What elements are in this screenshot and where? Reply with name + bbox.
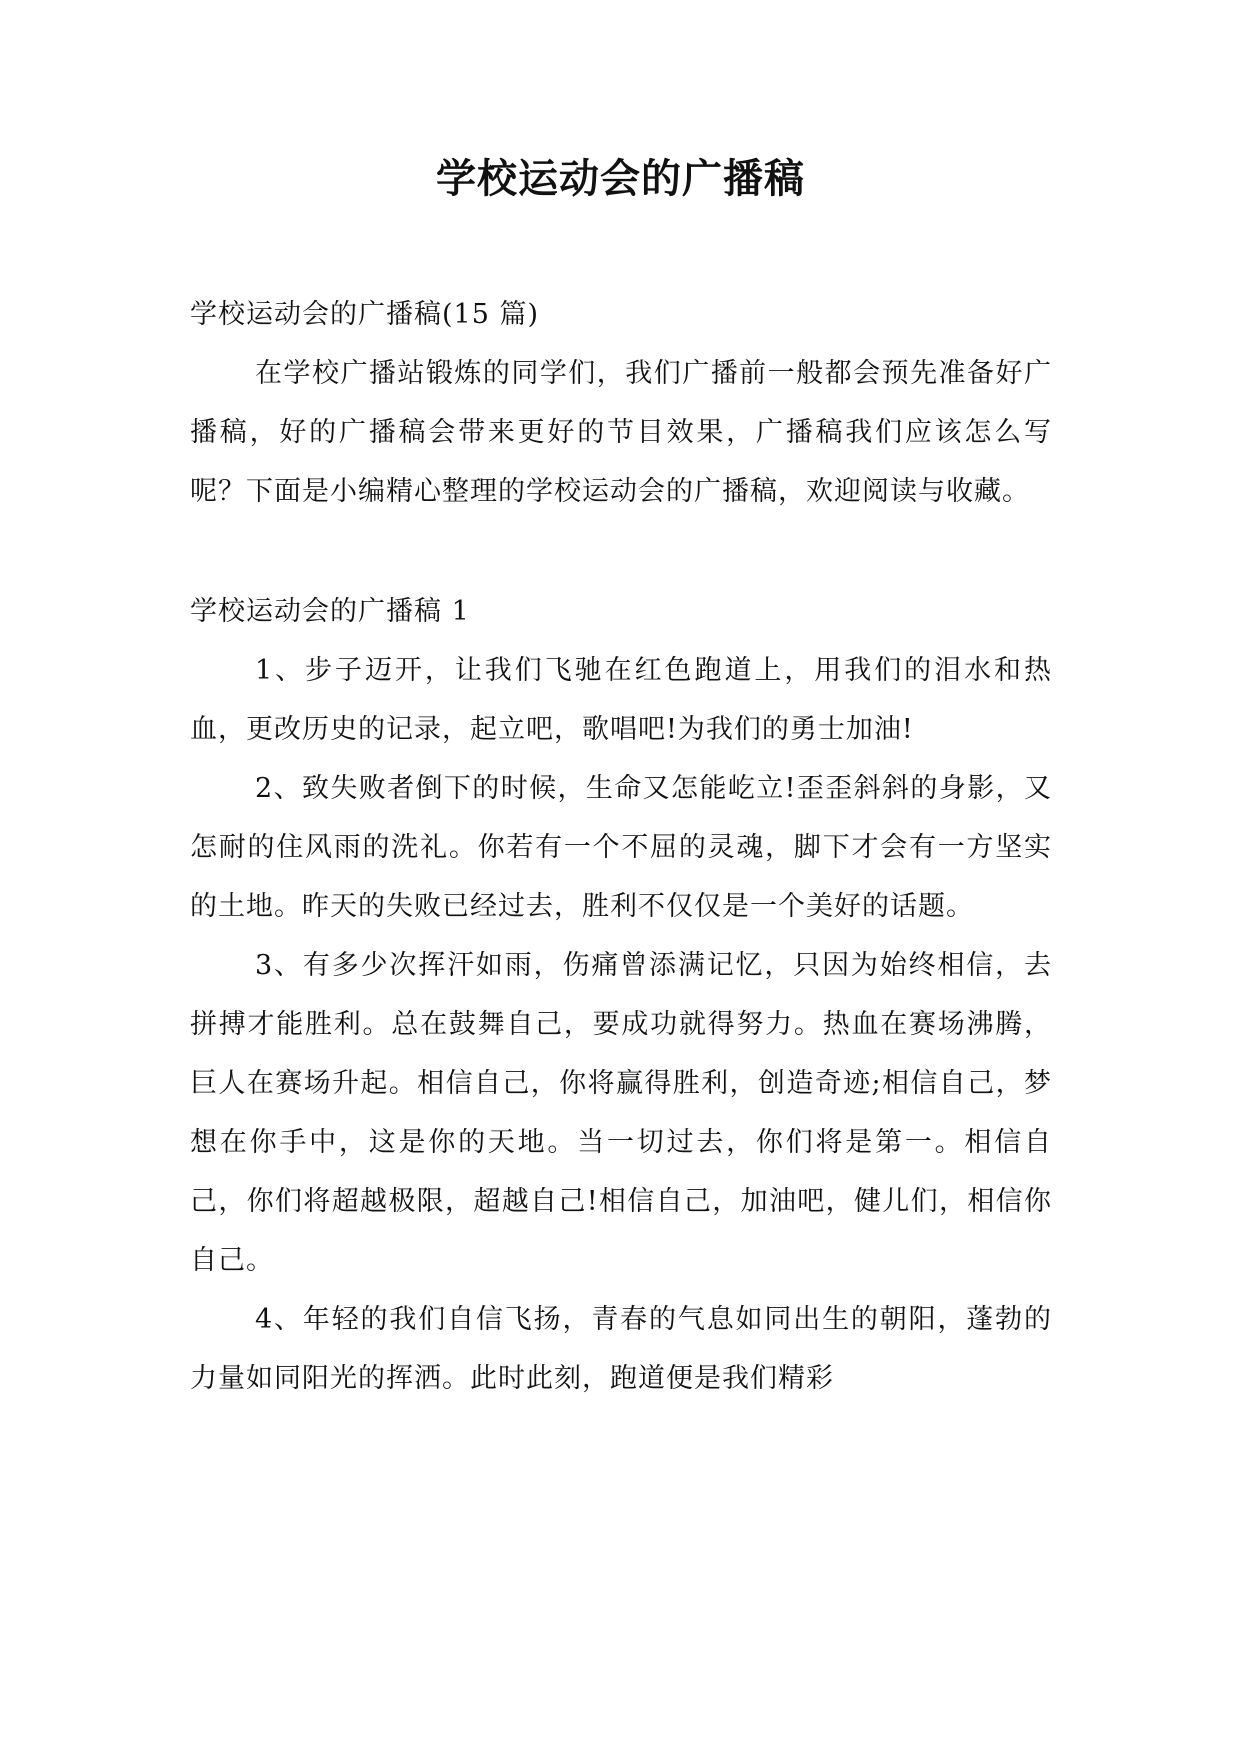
body-paragraph-3: 3、有多少次挥汗如雨，伤痛曾添满记忆，只因为始终相信，去拼搏才能胜利。总在鼓舞自己，要成功就得努力。热血在赛场沸腾，巨人在赛场升起。相信自己，你将赢得胜利，创造奇迹;相信自己，梦想在你手中，这是你的天地。当一切过去，你们将是第一。相信自己，你们将超越极限，超越自己!相信自己，加油吧，健儿们，相信你自己。 <box>190 950 1052 1276</box>
section-spacer <box>190 521 1052 582</box>
body-paragraph-4: 4、年轻的我们自信飞扬，青春的气息如同出生的朝阳，蓬勃的力量如同阳光的挥洒。此时此刻，跑道便是我们精彩 <box>190 1304 1052 1394</box>
document-body <box>190 285 1052 1408</box>
body-paragraph-2: 2、致失败者倒下的时候，生命又怎能屹立!歪歪斜斜的身影，又怎耐的住风雨的洗礼。你若有一个不屈的灵魂，脚下才会有一方坚实的土地。昨天的失败已经过去，胜利不仅仅是一个美好的话题。 <box>190 773 1052 922</box>
document-subtitle: 学校运动会的广播稿(15 篇) <box>190 299 540 330</box>
intro-paragraph: 在学校广播站锻炼的同学们，我们广播前一般都会预先准备好广播稿，好的广播稿会带来更好的节目效果，广播稿我们应该怎么写呢？下面是小编精心整理的学校运动会的广播稿，欢迎阅读与收藏。 <box>190 358 1052 507</box>
section-heading: 学校运动会的广播稿 1 <box>190 596 470 627</box>
body-paragraph-1: 1、步子迈开，让我们飞驰在红色跑道上，用我们的泪水和热血，更改历史的记录，起立吧，歌唱吧!为我们的勇士加油! <box>190 655 1052 745</box>
document-title: 学校运动会的广播稿 <box>436 156 805 202</box>
